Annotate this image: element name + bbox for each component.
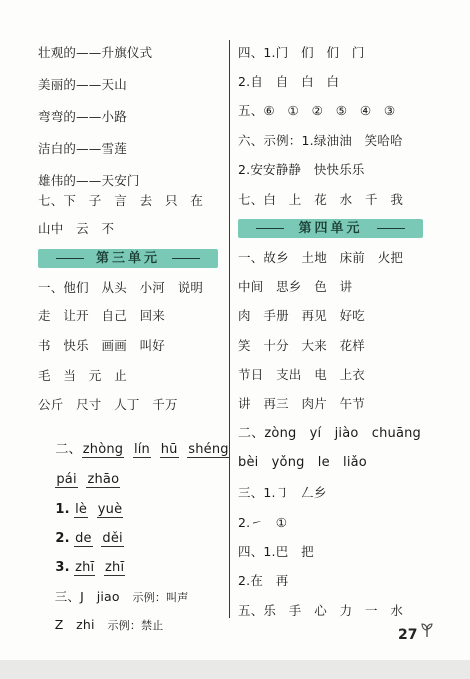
right-line: 2.㇀ ① — [238, 515, 288, 530]
question-text: 三、J jiao — [54, 589, 120, 604]
section-banner-unit-3 — [38, 249, 218, 268]
sprout-icon — [420, 622, 434, 638]
item-number: 1. — [55, 502, 70, 517]
right-line: 2.安安静静 快快乐乐 — [238, 162, 365, 177]
item-number: 3. — [55, 560, 70, 575]
left-line: 山中 云 不 — [38, 221, 115, 236]
banner-rule-right — [172, 258, 200, 259]
pinyin-word: lè — [75, 502, 88, 517]
right-pinyin-line: bèi yǒng le liǎo — [238, 455, 367, 470]
right-line: 中间 思乡 色 讲 — [238, 279, 353, 294]
banner-rule-right — [377, 228, 405, 229]
pinyin-word: de — [75, 531, 92, 546]
right-line: 五、乐 手 心 力 一 水 — [238, 603, 404, 618]
right-line: 四、1.门 们 们 门 — [238, 45, 365, 60]
pinyin-word: zhī — [105, 560, 125, 575]
left-line: 毛 当 元 止 — [38, 368, 127, 383]
column-divider — [229, 40, 230, 618]
right-line: 肉 手册 再见 好吃 — [238, 308, 366, 323]
right-line: 七、白 上 花 水 千 我 — [238, 192, 404, 207]
pinyin-word: shéng — [188, 442, 229, 457]
question-3-line-2 — [38, 601, 163, 650]
right-line: 笑 十分 大来 花样 — [238, 338, 366, 353]
left-line: 一、他们 从头 小河 说明 — [38, 280, 204, 295]
right-line: 五、⑥ ① ② ⑤ ④ ③ — [238, 103, 396, 118]
right-line: 三、1.㇆ 𠃋乡 — [238, 485, 327, 500]
left-line: 壮观的——升旗仪式 — [38, 45, 153, 60]
page-number: 27 — [398, 627, 418, 643]
pinyin-word: lín — [133, 442, 151, 457]
left-line: 书 快乐 画画 叫好 — [38, 338, 166, 353]
pinyin-word: zhāo — [87, 472, 120, 487]
bottom-strip — [0, 660, 470, 679]
left-line: 弯弯的——小路 — [38, 109, 127, 124]
left-line: 公斤 尺寸 人丁 千万 — [38, 397, 178, 412]
banner-rule-left — [56, 258, 84, 259]
item-number: 2. — [55, 531, 70, 546]
left-line: 雄伟的——天安门 — [38, 173, 140, 188]
left-line: 走 让开 自己 回来 — [38, 308, 166, 323]
section-banner-title: 第四单元 — [298, 221, 363, 236]
banner-rule-left — [256, 228, 284, 229]
pinyin-word: hū — [160, 442, 178, 457]
pinyin-word: děi — [102, 531, 123, 546]
section-banner-title: 第三单元 — [95, 251, 160, 266]
question-prefix: 二、 — [55, 442, 82, 457]
pinyin-word: zhòng — [82, 442, 124, 457]
example-text: 示例：禁止 — [107, 619, 164, 632]
right-line: 节日 支出 电 上衣 — [238, 367, 366, 382]
left-line: 美丽的——天山 — [38, 77, 127, 92]
section-banner-unit-4 — [238, 219, 423, 238]
right-line: 讲 再三 肉片 午节 — [238, 396, 366, 411]
pinyin-word: yuè — [97, 502, 123, 517]
pinyin-word: zhī — [75, 560, 95, 575]
right-line: 六、示例：1.绿油油 笑哈哈 — [238, 133, 403, 148]
right-line: 一、故乡 土地 床前 火把 — [238, 250, 404, 265]
right-line: 2.自 自 白 白 — [238, 74, 340, 89]
right-line: 2.在 再 — [238, 573, 289, 588]
left-line: 七、下 子 言 去 只 在 — [38, 193, 204, 208]
example-text: 示例：叫声 — [132, 591, 189, 604]
pinyin-word: pái — [56, 472, 77, 487]
left-line: 洁白的——雪莲 — [38, 141, 127, 156]
question-text: Z zhi — [54, 617, 95, 632]
right-pinyin-line: 二、zòng yí jiào chuāng — [238, 426, 422, 441]
right-line: 四、1.巴 把 — [238, 544, 314, 559]
